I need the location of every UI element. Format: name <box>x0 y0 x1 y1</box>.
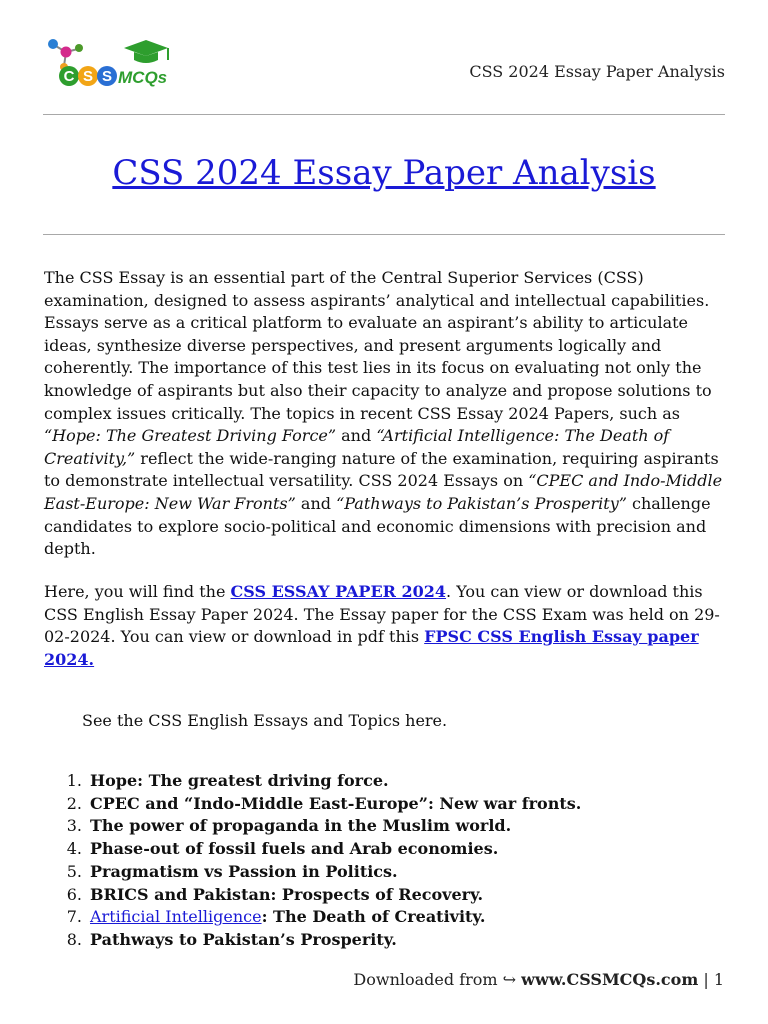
topic-text-rest: : The Death of Creativity. <box>261 907 486 927</box>
topic-number: 5. <box>66 861 82 881</box>
topic-item <box>44 770 581 793</box>
topic-item <box>44 861 581 884</box>
topic-item <box>44 815 581 838</box>
title-divider <box>43 234 725 235</box>
footer-prefix: Downloaded from ↪ <box>353 970 522 989</box>
topic-link[interactable]: Artificial Intelligence <box>90 907 262 927</box>
header-title: CSS 2024 Essay Paper Analysis <box>469 62 725 81</box>
topic-text: The power of propaganda in the Muslim world. <box>90 816 512 836</box>
topic-number: 2. <box>66 793 82 813</box>
topic-text <box>90 906 485 929</box>
essay-topics-list <box>44 770 581 952</box>
topic-number: 7. <box>66 907 82 927</box>
topic-number: 6. <box>66 884 82 904</box>
footer-site-link[interactable]: www.CSSMCQs.com <box>521 970 699 989</box>
topic-text: Pragmatism vs Passion in Politics. <box>90 861 398 881</box>
intro-text-2: reflect the wide-ranging nature of the examination, requiring aspirants to demonstrate intellectual versatility. CSS 2024 Essays on <box>44 448 719 491</box>
intro-text-1: The CSS Essay is an essential part of the Central Superior Services (CSS) examination, designed to assess aspirants’ analytical and intellectual capabilities. Essays serve as a critical platform to evaluate an aspirant’s ability to articulate ideas, synthesize diverse perspectives, and present arguments logically and coherently. The importance of this test lies in its focus on evaluating not only the knowledge of aspirants but also their capacity to analyze and propose solutions to complex issues critically. The topics in recent CSS Essay 2024 Papers, such as <box>44 268 712 423</box>
page-header <box>44 36 725 96</box>
intro-and-2: and <box>295 493 337 513</box>
intro-text-3: challenge candidates to explore socio-political and economic dimensions with precision and depth. <box>44 493 711 559</box>
topic-item <box>44 793 581 816</box>
download-text-2: . You can view or download this CSS English Essay Paper 2024. The Essay paper for the CSS Exam was held on 29-02-2024. You can view or download in pdf this <box>44 582 720 647</box>
see-topics-text: See the CSS English Essays and Topics here. <box>82 711 448 730</box>
topic-cpec: “CPEC and Indo-Middle East-Europe: New War Fronts” <box>44 471 723 513</box>
download-text-1: Here, you will find the <box>44 582 231 601</box>
svg-text:S: S <box>101 68 113 85</box>
topic-item <box>44 838 581 861</box>
topic-text: CPEC and “Indo-Middle East-Europe”: New war fronts. <box>90 793 582 813</box>
fpsc-essay-paper-link[interactable]: FPSC CSS English Essay paper 2024. <box>44 627 699 669</box>
topic-number: 3. <box>66 816 82 836</box>
css-essay-paper-link[interactable]: CSS ESSAY PAPER 2024 <box>230 582 447 601</box>
svg-text:MCQs: MCQs <box>118 68 168 87</box>
topic-text: Phase-out of fossil fuels and Arab economies. <box>90 839 499 859</box>
topic-item <box>44 906 581 929</box>
page-number: 1 <box>713 970 724 989</box>
topic-item <box>44 929 581 952</box>
svg-text:C: C <box>63 68 75 85</box>
intro-and-1: and <box>336 426 377 446</box>
download-paragraph <box>44 581 734 671</box>
page-footer <box>353 970 724 989</box>
header-divider <box>43 114 725 115</box>
document-title[interactable]: CSS 2024 Essay Paper Analysis <box>112 153 656 193</box>
topic-text: BRICS and Pakistan: Prospects of Recovery. <box>90 884 484 904</box>
topic-hope: “Hope: The Greatest Driving Force” <box>44 426 337 446</box>
topic-text: Hope: The greatest driving force. <box>90 771 389 790</box>
topic-number: 8. <box>66 929 82 949</box>
svg-text:S: S <box>82 68 94 85</box>
cssmcqs-logo <box>44 36 174 94</box>
topic-text: Pathways to Pakistan’s Prosperity. <box>90 929 397 949</box>
intro-paragraph <box>44 267 734 561</box>
topic-pathways: “Pathways to Pakistan’s Prosperity” <box>336 493 627 513</box>
topic-ai: “Artificial Intelligence: The Death of Creativity,” <box>44 426 670 468</box>
topic-number: 4. <box>66 839 82 859</box>
footer-separator: | <box>698 970 714 989</box>
topic-number: 1. <box>66 771 82 790</box>
topic-item <box>44 884 581 907</box>
